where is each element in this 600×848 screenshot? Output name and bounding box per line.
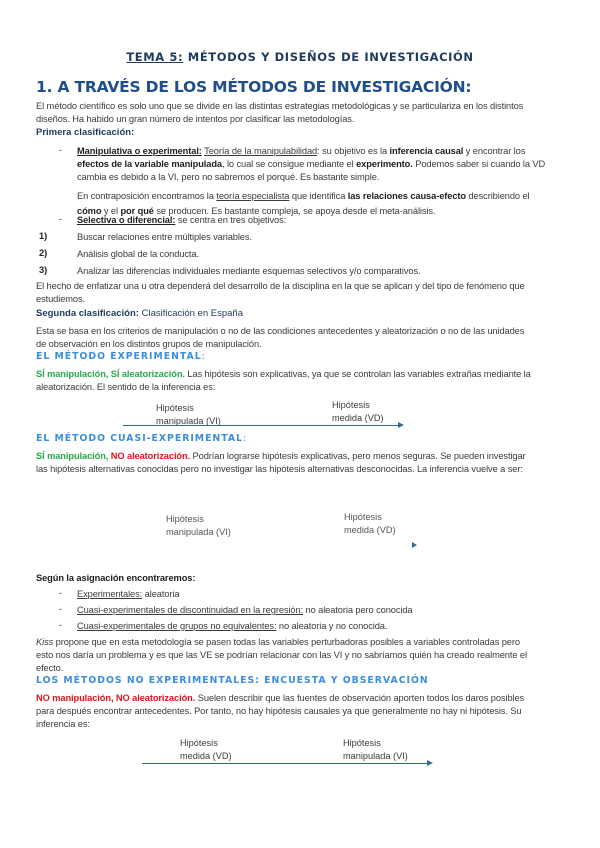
diagram-right-label <box>332 399 384 424</box>
green-lead: SÍ manipulación, <box>36 451 109 461</box>
text: El hecho de enfatizar una u otra dependerá del desarrollo de la disciplina en la que se aplican y del tipo de fenómeno que <box>36 281 525 291</box>
colon: : <box>242 433 248 444</box>
segunda-value: Clasificación en España <box>138 308 243 319</box>
text: medida (VD) <box>332 412 384 423</box>
text: Hipótesis <box>166 514 204 524</box>
text: inferencia es: <box>36 719 90 729</box>
text: no aleatoria y no conocida. <box>276 621 388 631</box>
text: describiendo el <box>465 191 530 201</box>
segunda-paragraph <box>36 325 524 351</box>
list-item: Analizar las diferencias individuales mediante esquemas selectivos y/o comparativos. <box>77 266 421 276</box>
document-title <box>0 50 600 64</box>
diagram-left-label <box>156 402 221 427</box>
text: manipulada (VI) <box>343 750 408 761</box>
bullet-dash: - <box>59 145 63 155</box>
text: Esta se basa en los criterios de manipulación o no de las condiciones antecedentes y aleatorización o no de las unidades <box>36 326 525 336</box>
inference-arrow-line <box>123 425 399 426</box>
text: de observación en los distintos grupos de manipulación. <box>36 339 262 349</box>
no-experimental-paragraph <box>36 692 524 731</box>
theory-especialista: teoría especialista <box>216 191 290 201</box>
text: Suelen describir que las fuentes de observación aporten todos los daros posibles <box>195 693 525 703</box>
text: propone que en esta metodología se pasen todas las variables perturbadoras posibles a variables controladas pero <box>53 637 520 647</box>
bullet-dash: - <box>59 604 63 614</box>
text: efecto. <box>36 663 64 673</box>
title-text: MÉTODOS Y DISEÑOS DE INVESTIGACIÓN <box>183 50 474 64</box>
arrow-head-icon <box>427 760 433 766</box>
diagram-right-label <box>343 737 408 762</box>
text: no aleatoria pero conocida <box>303 605 413 615</box>
text: Hipótesis <box>343 738 381 748</box>
list-number: 2) <box>39 248 48 258</box>
intro-line: El método científico es solo uno que se divide en las distintas estrategias metodológicas y se particulariza en los distintos <box>36 101 524 111</box>
author-name: Kiss <box>36 637 54 647</box>
closing-paragraph <box>36 280 525 306</box>
red-lead: NO manipulación, NO aleatorización. <box>36 693 196 703</box>
red-lead: NO aleatorización. <box>108 451 191 461</box>
manipulativa-item <box>77 145 587 218</box>
list-item: Buscar relaciones entre múltiples variables. <box>77 232 252 242</box>
inference-arrow-line <box>142 763 428 764</box>
text: aleatorización. El sentido de la inferencia es: <box>36 382 216 392</box>
text: Podrían lograrse hipótesis explicativas, pero menos seguras. Se pueden investigar <box>190 451 526 461</box>
text: cambia es debido a la VI, pero no sabremos el porqué. Es bastante simple. <box>77 172 380 182</box>
text: esto nos daría un problema y es que las VE se podrían relacionar con las VI y no sabríamos quién ha creado realmente el <box>36 650 527 660</box>
colon: : <box>201 351 206 362</box>
text: para después encontrar antecedentes. Por tanto, no hay hipótesis causales ya que generalmente no hay ni hipótesis. Su <box>36 706 522 716</box>
text: , lo cual se consigue mediante el <box>222 159 357 169</box>
text: medida (VD) <box>180 750 232 761</box>
title-prefix: TEMA 5: <box>126 50 184 64</box>
bullet-dash: - <box>59 214 63 224</box>
text: se centra en tres objetivos: <box>175 215 287 225</box>
bold-text: las relaciones causa-efecto <box>347 191 466 201</box>
segunda-label: Segunda clasificación: <box>36 308 139 319</box>
segunda-clasificacion <box>36 308 243 319</box>
text: En contraposición encontramos la <box>77 191 217 201</box>
text: Podemos saber si cuando la VD <box>412 159 546 169</box>
cuasi-paragraph <box>36 450 526 476</box>
text: Las hipótesis son explicativas, ya que se controlan las variables extrañas mediante la <box>184 369 531 379</box>
section-experimental-heading <box>36 351 206 362</box>
bullet-dash: - <box>59 588 63 598</box>
list-number: 3) <box>39 265 48 275</box>
selectiva-item <box>77 214 286 227</box>
bold-text: por qué <box>120 206 154 216</box>
text: las hipótesis alternativas conocidas pero no investigar las hipótesis alternativas desconocidas. La inferencia vuelve a ser: <box>36 464 523 474</box>
text: que identifica <box>289 191 348 201</box>
bullet-dash: - <box>59 620 63 630</box>
text: estudiemos. <box>36 294 86 304</box>
text: se producen. Es bastante compleja, se apoya desde el meta-análisis. <box>153 206 436 216</box>
asignacion-item <box>77 620 387 633</box>
green-lead: SÍ manipulación, SÍ aleatorización. <box>36 369 185 379</box>
asignacion-item <box>77 588 179 601</box>
term: Cuasi-experimentales de discontinuidad en la regresión: <box>77 605 304 615</box>
diagram-right-label <box>344 511 396 536</box>
section-cuasi-heading <box>36 433 247 444</box>
heading-text: EL MÉTODO EXPERIMENTAL <box>36 351 202 362</box>
kiss-paragraph <box>36 636 527 675</box>
intro-line: diseños. Ha habido un gran número de intentos por clasificar las metodologías. <box>36 114 355 124</box>
list-item: Análisis global de la conducta. <box>77 249 199 259</box>
manipulativa-term: Manipulativa o experimental: <box>77 146 202 156</box>
term: Experimentales: <box>77 589 143 599</box>
primera-clasificacion-label: Primera clasificación: <box>36 127 135 138</box>
text: Hipótesis <box>156 403 194 413</box>
selectiva-term: Selectiva o diferencial: <box>77 215 176 225</box>
experimental-paragraph <box>36 368 531 394</box>
diagram-left-label <box>180 737 232 762</box>
text: Hipótesis <box>180 738 218 748</box>
text: aleatoria <box>142 589 180 599</box>
asignacion-item <box>77 604 413 617</box>
term: Cuasi-experimentales de grupos no equivalentes: <box>77 621 277 631</box>
arrow-head-icon <box>398 422 404 428</box>
bold-text: efectos de la variable manipulada <box>77 159 222 169</box>
bold-text: experimento. <box>356 159 413 169</box>
bold-text: cómo <box>77 206 102 216</box>
text: manipulada (VI) <box>156 415 221 426</box>
text: Hipótesis <box>332 400 370 410</box>
text: : su objetivo es la <box>317 146 390 156</box>
text: Hipótesis <box>344 512 382 522</box>
text: y el <box>101 206 121 216</box>
text: y encontrar los <box>463 146 526 156</box>
heading-text: EL MÉTODO CUASI-EXPERIMENTAL <box>36 433 243 444</box>
intro-paragraph <box>36 100 523 126</box>
text: manipulada (VI) <box>166 526 231 537</box>
section-no-experimental-heading: LOS MÉTODOS NO EXPERIMENTALES: ENCUESTA Y OBSERVACIÓN <box>36 675 429 686</box>
text: medida (VD) <box>344 524 396 535</box>
list-number: 1) <box>39 231 48 241</box>
diagram-left-label <box>166 513 231 538</box>
arrow-head-icon <box>412 542 417 548</box>
bold-text: inferencia causal <box>389 146 464 156</box>
heading-1: 1. A TRAVÉS DE LOS MÉTODOS DE INVESTIGACIÓN: <box>36 78 472 96</box>
theory-manipulabilidad: Teoría de la manipulabilidad <box>204 146 318 156</box>
asignacion-label: Según la asignación encontraremos: <box>36 573 196 583</box>
